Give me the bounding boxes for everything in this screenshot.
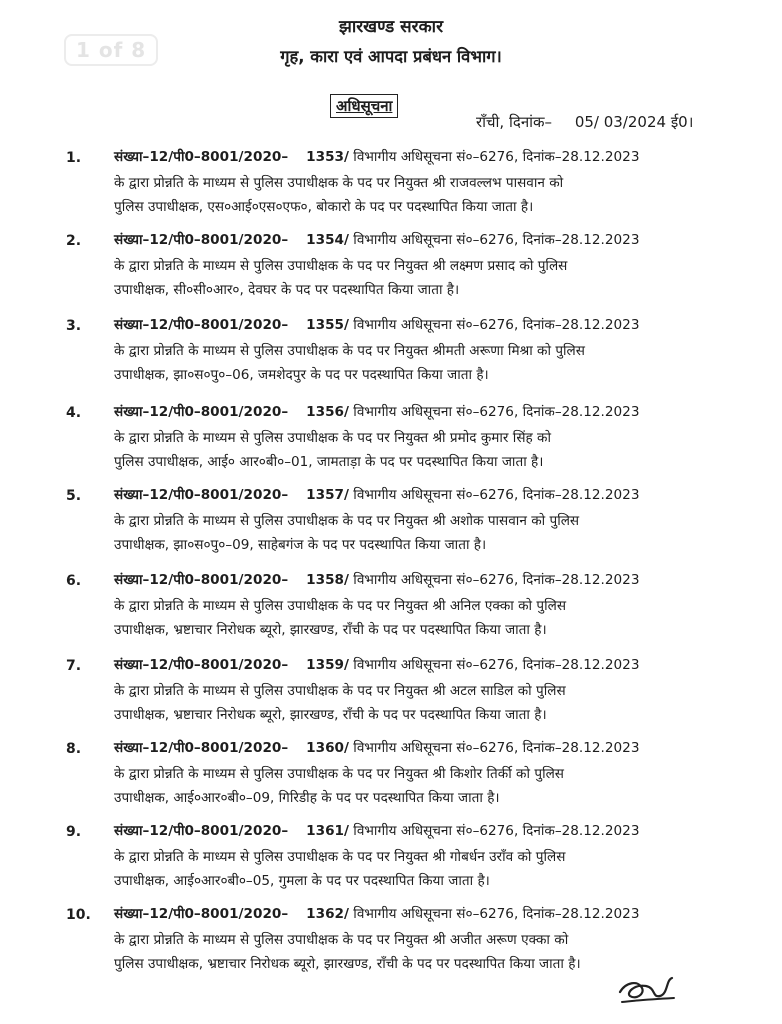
item-header-line	[114, 484, 639, 503]
notification-title: अधिसूचना	[330, 94, 398, 118]
item-body-line: उपाधीक्षक, आई०आर०बी०–05, गुमला के पद पर पदस्थापित किया जाता है।	[114, 873, 490, 889]
item-number: 6.	[66, 573, 82, 589]
item-body-line: उपाधीक्षक, सी०सी०आर०, देवघर के पद पर पदस्थापित किया जाता है।	[114, 282, 460, 298]
item-sequence: 1360/	[306, 740, 349, 756]
item-head-text: विभागीय अधिसूचना सं०–6276, दिनांक–28.12.2023	[353, 906, 640, 922]
place-date-label: राँची, दिनांक–	[476, 113, 553, 131]
item-header-line	[114, 146, 639, 165]
item-reference: संख्या–12/पी0–8001/2020–	[114, 317, 289, 333]
item-header-line	[114, 820, 639, 839]
item-body-line: के द्वारा प्रोन्नति के माध्यम से पुलिस उपाधीक्षक के पद पर नियुक्त श्री प्रमोद कुमार सिंह को	[114, 430, 552, 446]
item-body-line: उपाधीक्षक, आई०आर०बी०–09, गिरिडीह के पद पर पदस्थापित किया जाता है।	[114, 790, 500, 806]
item-header-line	[114, 229, 639, 248]
item-body-line: पुलिस उपाधीक्षक, एस०आई०एस०एफ०, बोकारो के पद पर पदस्थापित किया जाता है।	[114, 199, 534, 215]
item-reference: संख्या–12/पी0–8001/2020–	[114, 232, 289, 248]
item-sequence: 1357/	[306, 487, 349, 503]
item-head-text: विभागीय अधिसूचना सं०–6276, दिनांक–28.12.2023	[353, 823, 640, 839]
item-number: 4.	[66, 405, 82, 421]
item-body-line: उपाधीक्षक, भ्रष्टाचार निरोधक ब्यूरो, झारखण्ड, राँची के पद पर पदस्थापित किया जाता है।	[114, 707, 547, 723]
item-header-line	[114, 569, 639, 588]
date-value: 05/ 03/2024 ई0।	[574, 113, 694, 131]
item-sequence: 1354/	[306, 232, 349, 248]
item-body-line: पुलिस उपाधीक्षक, आई० आर०बी०–01, जामताड़ा के पद पर पदस्थापित किया जाता है।	[114, 454, 544, 470]
item-head-text: विभागीय अधिसूचना सं०–6276, दिनांक–28.12.2023	[353, 572, 640, 588]
item-sequence: 1353/	[306, 149, 349, 165]
item-sequence: 1358/	[306, 572, 349, 588]
item-head-text: विभागीय अधिसूचना सं०–6276, दिनांक–28.12.2023	[353, 487, 640, 503]
item-number: 10.	[66, 907, 91, 923]
item-number: 9.	[66, 824, 82, 840]
item-body-line: पुलिस उपाधीक्षक, भ्रष्टाचार निरोधक ब्यूरो, झारखण्ड, राँची के पद पर पदस्थापित किया जाता है।	[114, 956, 581, 972]
item-header-line	[114, 314, 639, 333]
item-sequence: 1356/	[306, 404, 349, 420]
item-head-text: विभागीय अधिसूचना सं०–6276, दिनांक–28.12.2023	[353, 149, 640, 165]
item-body-line: उपाधीक्षक, झा०स०पु०–06, जमशेदपुर के पद पर पदस्थापित किया जाता है।	[114, 367, 489, 383]
item-body-line: के द्वारा प्रोन्नति के माध्यम से पुलिस उपाधीक्षक के पद पर नियुक्त श्री लक्ष्मण प्रसाद को पुलिस	[114, 258, 568, 274]
department-heading: गृह, कारा एवं आपदा प्रबंधन विभाग।	[280, 47, 502, 66]
item-number: 5.	[66, 488, 82, 504]
item-head-text: विभागीय अधिसूचना सं०–6276, दिनांक–28.12.2023	[353, 740, 640, 756]
item-sequence: 1361/	[306, 823, 349, 839]
item-reference: संख्या–12/पी0–8001/2020–	[114, 404, 289, 420]
item-number: 1.	[66, 150, 82, 166]
item-reference: संख्या–12/पी0–8001/2020–	[114, 740, 289, 756]
item-sequence: 1355/	[306, 317, 349, 333]
item-body-line: के द्वारा प्रोन्नति के माध्यम से पुलिस उपाधीक्षक के पद पर नियुक्त श्री अटल साडिल को पुलिस	[114, 683, 566, 699]
item-body-line: के द्वारा प्रोन्नति के माध्यम से पुलिस उपाधीक्षक के पद पर नियुक्त श्री अनिल एक्का को पुलिस	[114, 598, 567, 614]
item-head-text: विभागीय अधिसूचना सं०–6276, दिनांक–28.12.2023	[353, 657, 640, 673]
item-reference: संख्या–12/पी0–8001/2020–	[114, 823, 289, 839]
item-body-line: के द्वारा प्रोन्नति के माध्यम से पुलिस उपाधीक्षक के पद पर नियुक्त श्रीमती अरूणा मिश्रा को पुलिस	[114, 343, 585, 359]
item-body-line: के द्वारा प्रोन्नति के माध्यम से पुलिस उपाधीक्षक के पद पर नियुक्त श्री अशोक पासवान को पुलिस	[114, 513, 580, 529]
item-body-line: के द्वारा प्रोन्नति के माध्यम से पुलिस उपाधीक्षक के पद पर नियुक्त श्री राजवल्लभ पासवान को	[114, 175, 564, 191]
item-reference: संख्या–12/पी0–8001/2020–	[114, 572, 289, 588]
item-header-line	[114, 903, 639, 922]
item-header-line	[114, 654, 639, 673]
government-heading: झारखण्ड सरकार	[338, 17, 444, 37]
item-head-text: विभागीय अधिसूचना सं०–6276, दिनांक–28.12.2023	[353, 404, 640, 420]
item-number: 2.	[66, 233, 82, 249]
item-sequence: 1359/	[306, 657, 349, 673]
item-reference: संख्या–12/पी0–8001/2020–	[114, 149, 289, 165]
item-sequence: 1362/	[306, 906, 349, 922]
item-reference: संख्या–12/पी0–8001/2020–	[114, 487, 289, 503]
item-reference: संख्या–12/पी0–8001/2020–	[114, 657, 289, 673]
item-head-text: विभागीय अधिसूचना सं०–6276, दिनांक–28.12.2023	[353, 317, 640, 333]
item-number: 3.	[66, 318, 82, 334]
item-body-line: के द्वारा प्रोन्नति के माध्यम से पुलिस उपाधीक्षक के पद पर नियुक्त श्री अजीत अरूण एक्का को	[114, 932, 569, 948]
item-reference: संख्या–12/पी0–8001/2020–	[114, 906, 289, 922]
signature-mark	[612, 962, 682, 1012]
item-header-line	[114, 401, 639, 420]
item-header-line	[114, 737, 639, 756]
item-head-text: विभागीय अधिसूचना सं०–6276, दिनांक–28.12.2023	[353, 232, 640, 248]
item-body-line: के द्वारा प्रोन्नति के माध्यम से पुलिस उपाधीक्षक के पद पर नियुक्त श्री किशोर तिर्की को पुलिस	[114, 766, 564, 782]
page-indicator: 1 of 8	[64, 34, 158, 66]
item-body-line: उपाधीक्षक, झा०स०पु०–09, साहेबगंज के पद पर पदस्थापित किया जाता है।	[114, 537, 487, 553]
item-body-line: उपाधीक्षक, भ्रष्टाचार निरोधक ब्यूरो, झारखण्ड, राँची के पद पर पदस्थापित किया जाता है।	[114, 622, 547, 638]
item-number: 8.	[66, 741, 82, 757]
item-body-line: के द्वारा प्रोन्नति के माध्यम से पुलिस उपाधीक्षक के पद पर नियुक्त श्री गोबर्धन उराँव को पुलिस	[114, 849, 566, 865]
place-date-line	[476, 112, 693, 132]
item-number: 7.	[66, 658, 82, 674]
